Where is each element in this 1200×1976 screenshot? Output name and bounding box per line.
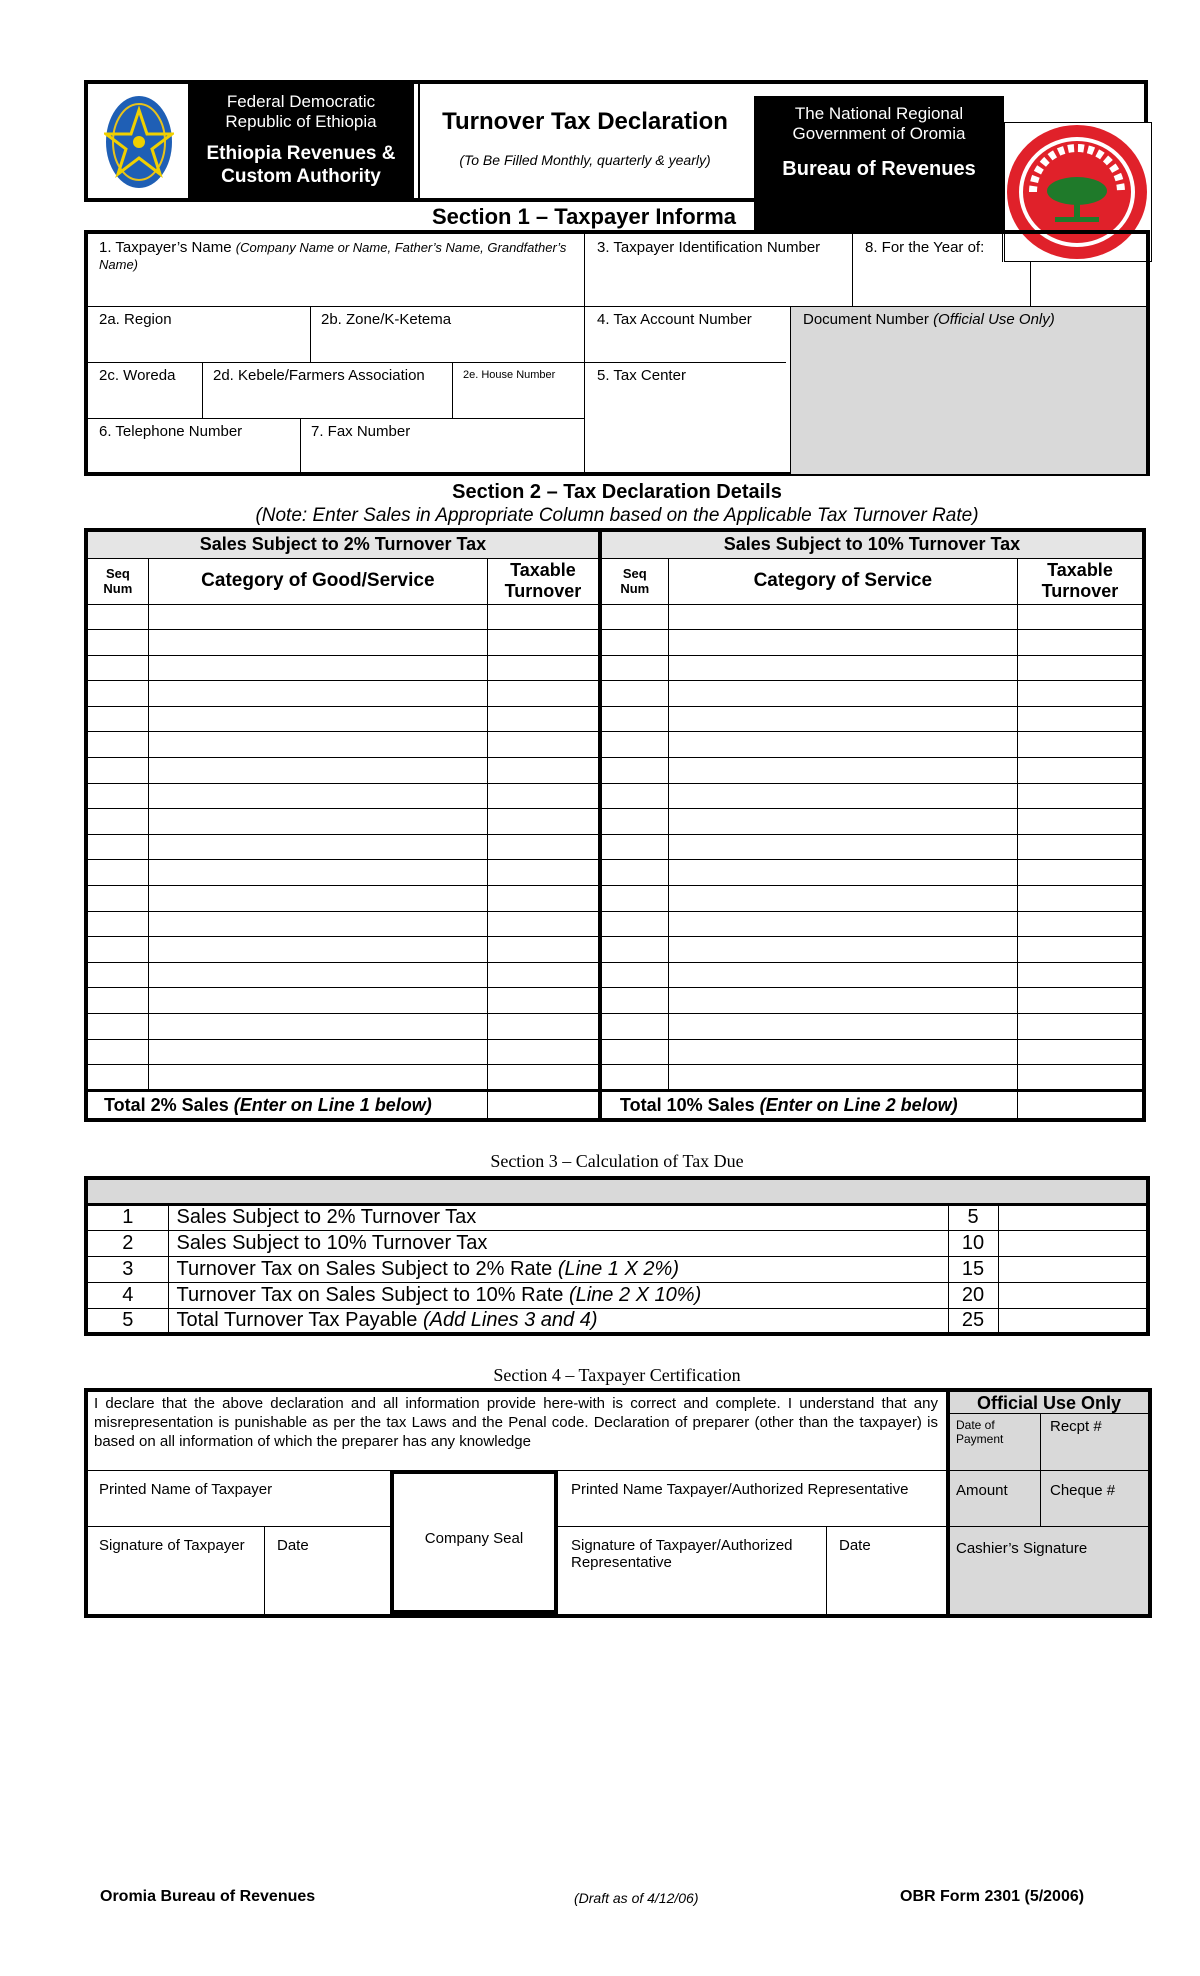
category-cell[interactable] bbox=[668, 655, 1017, 681]
line-amount-cell[interactable] bbox=[998, 1308, 1148, 1334]
company-seal-box[interactable] bbox=[390, 1470, 558, 1614]
turnover-cell[interactable] bbox=[1017, 655, 1144, 681]
official-use-title: Official Use Only bbox=[950, 1392, 1148, 1414]
line-description bbox=[168, 1204, 948, 1230]
line-text: Sales Subject to 10% Turnover Tax bbox=[176, 1231, 488, 1254]
tax-account-field[interactable] bbox=[588, 306, 761, 333]
tax-due-row bbox=[86, 1256, 1148, 1282]
seq-cell[interactable] bbox=[86, 911, 148, 937]
category-header-2pct: Category of Good/Service bbox=[148, 558, 487, 604]
divider bbox=[558, 1526, 946, 1527]
category-cell[interactable] bbox=[668, 988, 1017, 1014]
seq-num-header bbox=[86, 558, 148, 604]
table-row bbox=[86, 962, 1144, 988]
seq-header-line1: Seq bbox=[622, 566, 647, 581]
zone-label: 2b. Zone/K-Ketema bbox=[321, 311, 452, 328]
year-input-box[interactable] bbox=[1002, 232, 1004, 262]
category-cell[interactable] bbox=[148, 860, 487, 886]
fax-field[interactable] bbox=[302, 418, 419, 445]
taxable-header-line1: Taxable bbox=[510, 560, 576, 580]
turnover-cell[interactable] bbox=[487, 706, 599, 732]
federal-authority-block bbox=[188, 84, 414, 198]
date-of-payment-label: Date of Payment bbox=[956, 1418, 1004, 1446]
category-cell[interactable] bbox=[668, 758, 1017, 784]
seq-cell[interactable] bbox=[600, 937, 668, 963]
seq-cell[interactable] bbox=[86, 655, 148, 681]
line-amount-cell[interactable] bbox=[998, 1230, 1148, 1256]
recpt-label: Recpt # bbox=[1050, 1418, 1102, 1435]
taxable-header-10pct bbox=[1017, 558, 1144, 604]
divider bbox=[584, 230, 585, 474]
category-cell[interactable] bbox=[148, 732, 487, 758]
seq-cell[interactable] bbox=[86, 962, 148, 988]
sales-table bbox=[84, 528, 1146, 1122]
line-text: Total Turnover Tax Payable bbox=[176, 1308, 418, 1331]
category-cell[interactable] bbox=[148, 1065, 487, 1091]
oromia-bureau-block bbox=[754, 96, 1004, 234]
total-2pct-note: (Enter on Line 1 below) bbox=[233, 1094, 432, 1115]
turnover-cell[interactable] bbox=[487, 911, 599, 937]
printed-name-label: Printed Name of Taxpayer bbox=[99, 1481, 273, 1498]
table-row bbox=[86, 604, 1144, 630]
tin-label: 3. Taxpayer Identification Number bbox=[597, 239, 821, 256]
seq-cell[interactable] bbox=[86, 706, 148, 732]
region-label: 2a. Region bbox=[99, 311, 172, 328]
category-cell[interactable] bbox=[148, 758, 487, 784]
category-cell[interactable] bbox=[668, 809, 1017, 835]
group-header-10pct: Sales Subject to 10% Turnover Tax bbox=[600, 530, 1144, 558]
document-number-note: (Official Use Only) bbox=[933, 311, 1055, 328]
taxable-header-2pct bbox=[487, 558, 599, 604]
oromia-line-1: The National Regional bbox=[794, 104, 964, 123]
tax-center-field[interactable] bbox=[588, 362, 695, 389]
signature-rep-field[interactable] bbox=[562, 1532, 822, 1576]
section2-note: (Note: Enter Sales in Appropriate Column based on the Applicable Tax Turnover Rate) bbox=[255, 505, 979, 526]
category-cell[interactable] bbox=[148, 962, 487, 988]
line-amount-cell[interactable] bbox=[998, 1256, 1148, 1282]
house-number-label: 2e. House Number bbox=[463, 369, 556, 381]
signature-field[interactable] bbox=[90, 1532, 254, 1559]
authority-line-1: Ethiopia Revenues & bbox=[206, 143, 396, 164]
table-row bbox=[86, 911, 1144, 937]
category-cell[interactable] bbox=[668, 886, 1017, 912]
turnover-cell[interactable] bbox=[487, 758, 599, 784]
category-cell[interactable] bbox=[668, 706, 1017, 732]
tax-due-table bbox=[84, 1176, 1150, 1336]
turnover-cell[interactable] bbox=[1017, 937, 1144, 963]
turnover-cell[interactable] bbox=[1017, 681, 1144, 707]
seq-cell[interactable] bbox=[86, 1014, 148, 1040]
divider bbox=[264, 1526, 265, 1614]
category-cell[interactable] bbox=[148, 988, 487, 1014]
tax-due-row bbox=[86, 1308, 1148, 1334]
seq-cell[interactable] bbox=[86, 732, 148, 758]
amount-label: Amount bbox=[956, 1482, 1008, 1499]
line-number: 3 bbox=[86, 1256, 168, 1282]
turnover-cell[interactable] bbox=[487, 809, 599, 835]
seq-header-line2: Num bbox=[620, 581, 650, 596]
turnover-cell[interactable] bbox=[1017, 732, 1144, 758]
total-2pct-text: Total 2% Sales bbox=[104, 1094, 229, 1115]
category-cell[interactable] bbox=[668, 604, 1017, 630]
tin-field[interactable] bbox=[588, 234, 829, 261]
telephone-field[interactable] bbox=[90, 418, 251, 445]
seq-cell[interactable] bbox=[86, 1039, 148, 1065]
seq-cell[interactable] bbox=[600, 860, 668, 886]
line-code: 15 bbox=[948, 1256, 998, 1282]
house-number-field[interactable] bbox=[454, 362, 564, 389]
seq-cell[interactable] bbox=[600, 911, 668, 937]
ethiopia-emblem-logo bbox=[104, 94, 174, 190]
divider bbox=[1040, 1414, 1041, 1526]
category-cell[interactable] bbox=[668, 732, 1017, 758]
table-row bbox=[86, 655, 1144, 681]
table-row bbox=[86, 886, 1144, 912]
year-field[interactable] bbox=[856, 234, 993, 261]
line-number: 5 bbox=[86, 1308, 168, 1334]
total-2pct-cell[interactable] bbox=[487, 1090, 599, 1120]
section2-heading: Section 2 – Tax Declaration Details bbox=[452, 481, 782, 503]
seq-cell[interactable] bbox=[600, 758, 668, 784]
group-header-2pct: Sales Subject to 2% Turnover Tax bbox=[86, 530, 600, 558]
seq-cell[interactable] bbox=[600, 962, 668, 988]
telephone-label: 6. Telephone Number bbox=[99, 423, 243, 440]
turnover-cell[interactable] bbox=[487, 937, 599, 963]
total-2pct-label bbox=[86, 1090, 487, 1120]
section4-heading: Section 4 – Taxpayer Certification bbox=[493, 1365, 741, 1385]
turnover-cell[interactable] bbox=[1017, 630, 1144, 656]
line-note: (Line 2 X 10%) bbox=[568, 1283, 702, 1306]
category-cell[interactable] bbox=[148, 681, 487, 707]
turnover-cell[interactable] bbox=[487, 1065, 599, 1091]
total-10pct-label bbox=[600, 1090, 1018, 1120]
line-description bbox=[168, 1308, 948, 1334]
total-10pct-cell[interactable] bbox=[1017, 1090, 1144, 1120]
seq-cell[interactable] bbox=[86, 886, 148, 912]
tax-due-header-band bbox=[86, 1178, 1148, 1204]
line-description bbox=[168, 1282, 948, 1308]
company-seal-label: Company Seal bbox=[424, 1530, 524, 1547]
date-label: Date bbox=[277, 1537, 309, 1554]
printed-name-rep-label: Printed Name Taxpayer/Authorized Representative bbox=[571, 1481, 909, 1498]
category-cell[interactable] bbox=[148, 1014, 487, 1040]
line-amount-cell[interactable] bbox=[998, 1282, 1148, 1308]
category-cell[interactable] bbox=[148, 886, 487, 912]
category-cell[interactable] bbox=[668, 1039, 1017, 1065]
turnover-cell[interactable] bbox=[487, 834, 599, 860]
bureau-title: Bureau of Revenues bbox=[782, 158, 976, 180]
table-row bbox=[86, 732, 1144, 758]
taxable-header-line2: Turnover bbox=[1041, 581, 1119, 601]
turnover-cell[interactable] bbox=[487, 886, 599, 912]
turnover-cell[interactable] bbox=[1017, 911, 1144, 937]
table-row bbox=[86, 630, 1144, 656]
tax-due-row bbox=[86, 1230, 1148, 1256]
turnover-cell[interactable] bbox=[487, 732, 599, 758]
taxable-header-line2: Turnover bbox=[504, 581, 582, 601]
printed-name-rep-field[interactable] bbox=[562, 1476, 917, 1503]
line-code: 10 bbox=[948, 1230, 998, 1256]
category-cell[interactable] bbox=[148, 706, 487, 732]
category-cell[interactable] bbox=[148, 655, 487, 681]
signature-label: Signature of Taxpayer bbox=[99, 1537, 245, 1554]
seq-cell[interactable] bbox=[86, 1065, 148, 1091]
table-row bbox=[86, 1039, 1144, 1065]
signature-rep-label: Signature of Taxpayer/Authorized Representative bbox=[571, 1537, 793, 1571]
seq-cell[interactable] bbox=[600, 655, 668, 681]
table-row bbox=[86, 1065, 1144, 1091]
line-code: 5 bbox=[948, 1204, 998, 1230]
seq-cell[interactable] bbox=[600, 604, 668, 630]
declaration-text: I declare that the above declaration and all information provide here-with is correct and complete. I understand that any misrepresentation is punishable as per the tax Laws and the Penal code. Declaration of preparer (other than the taxpayer) is based on all information of which the preparer has any knowledge bbox=[94, 1395, 938, 1450]
turnover-cell[interactable] bbox=[1017, 706, 1144, 732]
cashier-signature-label: Cashier’s Signature bbox=[956, 1540, 1088, 1557]
seq-header-line2: Num bbox=[103, 581, 133, 596]
seq-cell[interactable] bbox=[86, 783, 148, 809]
kebele-field[interactable] bbox=[204, 362, 434, 389]
seq-cell[interactable] bbox=[86, 758, 148, 784]
seq-cell[interactable] bbox=[600, 732, 668, 758]
seq-cell[interactable] bbox=[86, 681, 148, 707]
seq-cell[interactable] bbox=[600, 1065, 668, 1091]
table-row bbox=[86, 860, 1144, 886]
line-note: (Line 1 X 2%) bbox=[557, 1257, 679, 1280]
total-10pct-text: Total 10% Sales bbox=[619, 1094, 755, 1115]
date-rep-field[interactable] bbox=[830, 1532, 880, 1559]
category-cell[interactable] bbox=[148, 604, 487, 630]
turnover-cell[interactable] bbox=[487, 604, 599, 630]
turnover-cell[interactable] bbox=[487, 655, 599, 681]
category-cell[interactable] bbox=[148, 834, 487, 860]
seq-cell[interactable] bbox=[600, 1039, 668, 1065]
section1-heading: Section 1 – Taxpayer Informa bbox=[432, 204, 737, 229]
table-row bbox=[86, 937, 1144, 963]
divider bbox=[852, 230, 853, 306]
line-amount-cell[interactable] bbox=[998, 1204, 1148, 1230]
tax-due-row bbox=[86, 1282, 1148, 1308]
cheque-label: Cheque # bbox=[1050, 1482, 1116, 1499]
fax-label: 7. Fax Number bbox=[311, 423, 411, 440]
turnover-cell[interactable] bbox=[1017, 809, 1144, 835]
table-row bbox=[86, 988, 1144, 1014]
category-cell[interactable] bbox=[668, 911, 1017, 937]
region-field[interactable] bbox=[90, 306, 181, 333]
seq-cell[interactable] bbox=[600, 706, 668, 732]
seq-num-header bbox=[600, 558, 668, 604]
seq-cell[interactable] bbox=[600, 834, 668, 860]
line-code: 20 bbox=[948, 1282, 998, 1308]
seq-cell[interactable] bbox=[600, 630, 668, 656]
taxable-header-line1: Taxable bbox=[1047, 560, 1113, 580]
federal-line-1: Federal Democratic bbox=[226, 92, 376, 111]
line-text: Sales Subject to 2% Turnover Tax bbox=[176, 1206, 477, 1228]
category-cell[interactable] bbox=[148, 783, 487, 809]
category-cell[interactable] bbox=[668, 937, 1017, 963]
category-cell[interactable] bbox=[668, 1065, 1017, 1091]
footer-left: Oromia Bureau of Revenues bbox=[100, 1888, 316, 1905]
category-cell[interactable] bbox=[668, 783, 1017, 809]
document-number-label-wrap bbox=[794, 306, 1064, 333]
divider bbox=[88, 1526, 390, 1527]
seq-cell[interactable] bbox=[86, 834, 148, 860]
total-10pct-note: (Enter on Line 2 below) bbox=[759, 1094, 958, 1115]
turnover-cell[interactable] bbox=[487, 962, 599, 988]
turnover-cell[interactable] bbox=[1017, 988, 1144, 1014]
category-cell[interactable] bbox=[148, 911, 487, 937]
seq-cell[interactable] bbox=[600, 988, 668, 1014]
turnover-cell[interactable] bbox=[1017, 1039, 1144, 1065]
turnover-cell[interactable] bbox=[487, 1014, 599, 1040]
federal-line-2: Republic of Ethiopia bbox=[225, 112, 377, 131]
category-cell[interactable] bbox=[148, 1039, 487, 1065]
divider bbox=[826, 1526, 827, 1614]
year-label: 8. For the Year of: bbox=[865, 239, 985, 256]
title-block bbox=[418, 84, 750, 198]
seq-header-line1: Seq bbox=[105, 566, 130, 581]
line-note: (Add Lines 3 and 4) bbox=[422, 1308, 598, 1331]
turnover-cell[interactable] bbox=[487, 783, 599, 809]
category-cell[interactable] bbox=[668, 962, 1017, 988]
turnover-cell[interactable] bbox=[487, 1039, 599, 1065]
line-description bbox=[168, 1256, 948, 1282]
date-field[interactable] bbox=[268, 1532, 318, 1559]
section3-heading: Section 3 – Calculation of Tax Due bbox=[490, 1151, 744, 1171]
tax-center-label: 5. Tax Center bbox=[597, 367, 686, 384]
seq-cell[interactable] bbox=[600, 681, 668, 707]
turnover-cell[interactable] bbox=[1017, 1014, 1144, 1040]
printed-name-field[interactable] bbox=[90, 1476, 281, 1503]
seq-cell[interactable] bbox=[600, 783, 668, 809]
turnover-cell[interactable] bbox=[1017, 834, 1144, 860]
turnover-cell[interactable] bbox=[1017, 758, 1144, 784]
woreda-field[interactable] bbox=[90, 362, 184, 389]
seq-cell[interactable] bbox=[86, 809, 148, 835]
authority-line-2: Custom Authority bbox=[221, 166, 381, 187]
taxpayer-name-note: (Company Name or Name, Father’s Name, Grandfather’s Name) bbox=[99, 240, 567, 272]
seq-cell[interactable] bbox=[86, 860, 148, 886]
sales-table-body bbox=[86, 604, 1144, 1090]
line-code: 25 bbox=[948, 1308, 998, 1334]
category-cell[interactable] bbox=[148, 630, 487, 656]
turnover-cell[interactable] bbox=[487, 630, 599, 656]
date-rep-label: Date bbox=[839, 1537, 871, 1554]
turnover-cell[interactable] bbox=[1017, 1065, 1144, 1091]
table-row bbox=[86, 809, 1144, 835]
divider bbox=[310, 306, 311, 362]
turnover-cell[interactable] bbox=[487, 681, 599, 707]
seq-cell[interactable] bbox=[86, 630, 148, 656]
tax-account-label: 4. Tax Account Number bbox=[597, 311, 752, 328]
category-cell[interactable] bbox=[148, 937, 487, 963]
category-cell[interactable] bbox=[668, 1014, 1017, 1040]
turnover-cell[interactable] bbox=[1017, 604, 1144, 630]
table-row bbox=[86, 783, 1144, 809]
category-cell[interactable] bbox=[668, 860, 1017, 886]
divider bbox=[300, 418, 301, 474]
turnover-cell[interactable] bbox=[1017, 962, 1144, 988]
seq-cell[interactable] bbox=[86, 937, 148, 963]
divider bbox=[202, 362, 203, 418]
oromia-line-2: Government of Oromia bbox=[792, 124, 966, 143]
taxpayer-name-field[interactable] bbox=[90, 234, 580, 278]
seq-cell[interactable] bbox=[600, 1014, 668, 1040]
line-number: 4 bbox=[86, 1282, 168, 1308]
tax-due-body bbox=[86, 1204, 1148, 1334]
turnover-cell[interactable] bbox=[1017, 783, 1144, 809]
turnover-cell[interactable] bbox=[487, 860, 599, 886]
table-row bbox=[86, 681, 1144, 707]
line-number: 2 bbox=[86, 1230, 168, 1256]
woreda-label: 2c. Woreda bbox=[99, 367, 176, 384]
table-row bbox=[86, 1014, 1144, 1040]
line-number: 1 bbox=[86, 1204, 168, 1230]
divider bbox=[950, 1526, 1148, 1527]
taxpayer-name-label: 1. Taxpayer’s Name bbox=[99, 239, 232, 256]
zone-field[interactable] bbox=[312, 306, 460, 333]
category-header-10pct: Category of Service bbox=[668, 558, 1017, 604]
seq-cell[interactable] bbox=[86, 604, 148, 630]
table-row bbox=[86, 834, 1144, 860]
divider bbox=[1030, 262, 1031, 306]
tax-due-row bbox=[86, 1204, 1148, 1230]
seq-cell[interactable] bbox=[600, 886, 668, 912]
page-subtitle: (To Be Filled Monthly, quarterly & yearly) bbox=[459, 152, 711, 168]
document-number-label: Document Number bbox=[803, 311, 929, 328]
kebele-label: 2d. Kebele/Farmers Association bbox=[213, 367, 425, 384]
category-cell[interactable] bbox=[668, 681, 1017, 707]
turnover-cell[interactable] bbox=[1017, 886, 1144, 912]
table-row bbox=[86, 706, 1144, 732]
page-title: Turnover Tax Declaration bbox=[442, 108, 728, 135]
divider bbox=[452, 362, 453, 418]
turnover-cell[interactable] bbox=[1017, 860, 1144, 886]
category-cell[interactable] bbox=[668, 630, 1017, 656]
table-row bbox=[86, 758, 1144, 784]
turnover-cell[interactable] bbox=[487, 988, 599, 1014]
seq-cell[interactable] bbox=[600, 809, 668, 835]
footer-right: OBR Form 2301 (5/2006) bbox=[900, 1888, 1085, 1905]
line-text: Turnover Tax on Sales Subject to 10% Rate bbox=[176, 1283, 564, 1306]
footer-center: (Draft as of 4/12/06) bbox=[574, 1890, 699, 1906]
line-description bbox=[168, 1230, 948, 1256]
seq-cell[interactable] bbox=[86, 988, 148, 1014]
category-cell[interactable] bbox=[148, 809, 487, 835]
category-cell[interactable] bbox=[668, 834, 1017, 860]
line-text: Turnover Tax on Sales Subject to 2% Rate bbox=[176, 1257, 553, 1280]
divider bbox=[950, 1470, 1148, 1471]
